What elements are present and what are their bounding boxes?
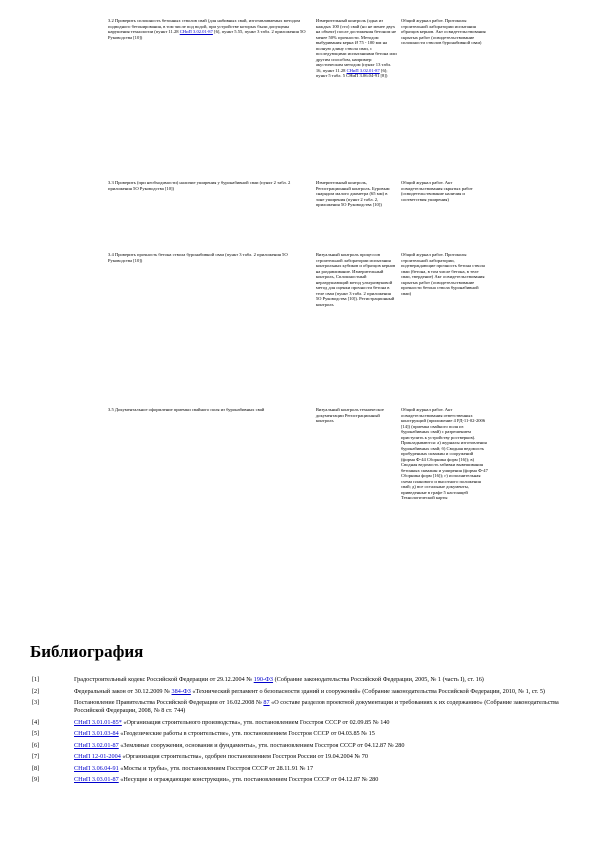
ref-text-tail: «О составе разделов проектной документации и требованиях к их содержанию» (Собрание законодательства Российской Федерации, 2008, № 8 ст. 744) <box>74 699 559 714</box>
list-item <box>32 776 567 784</box>
list-item <box>32 730 567 738</box>
ref-text <box>74 765 567 773</box>
ref-text-tail: «Мосты и трубы», утв. постановлением Госстроя СССР от 28.11.91 № 17 <box>118 764 314 772</box>
bibliography-list <box>32 676 567 788</box>
cell-text: [6], пункт 5.55, пункт 3 табл. 2 приложения 5О Руководства [10]) <box>108 29 306 40</box>
ref-link[interactable]: 87 <box>263 699 270 706</box>
table-cell: Визуальный контроль техническое документации Регистрационный контроль <box>315 407 384 423</box>
list-item <box>32 719 567 727</box>
ref-link[interactable]: 384-ФЗ <box>171 687 191 695</box>
list-item <box>32 765 567 773</box>
ref-text-tail: «Несущие и ограждающие конструкции», утв. постановлением Госстроя СССР от 04.12.87 № 280 <box>118 776 379 783</box>
ref-link[interactable]: 190-ФЗ <box>253 676 274 683</box>
ref-link[interactable]: СНиП 12-01-2004 <box>74 753 121 760</box>
ref-link[interactable]: СНиП 3.03.01-87 <box>74 776 119 783</box>
ref-link[interactable]: СНиП 3.06.04-91 <box>74 764 119 772</box>
table-cell <box>108 18 316 40</box>
cell-text: [6]; пункт 5 табл. 5 СНиП 3.06.04-91 [8]) <box>315 67 388 78</box>
ref-number: [9] <box>32 776 40 783</box>
inspection-table <box>108 18 488 501</box>
bibliography-title: Библиография <box>30 642 144 661</box>
ref-number: [4] <box>32 718 40 726</box>
ref-link[interactable]: СНиП 3.01.01-85* <box>74 718 122 726</box>
ref-link[interactable]: СНиП 3.01.03-84 <box>74 730 119 737</box>
ref-link[interactable]: СНиП 3.02.01-87 <box>74 741 119 749</box>
cell-text: Измерительный контроль (одна из каждых 100 (сто) свай (но не менее двух на объект) после достижения бетоном не менее 50% прочности. Методом выбуривания керна Ø 75 - 100 мм на полную длину ствола сваи, с последующими испытаниями бетона или другим способом, например: акустическим методом (пункт 13 табл. 16, пункт 11.28 <box>315 18 397 73</box>
table-row <box>108 180 488 252</box>
list-item <box>32 753 567 761</box>
table-row <box>108 407 488 501</box>
ref-number: [3] <box>32 699 40 706</box>
table-cell: Общий журнал работ. Акт освидетельствования ответственных конструкций (приложение 4 РД-11-02-2006 [14]) (приемка свайного поля из буронабивных свай) с разрешением приступить к устройству ростверков). Прикладываются: а) журналы изготовления буронабивных свай; б) Сводная ведомость пробуренных скважин и сооружений (форма Ф-44 Сборника форм [16]); в) Сводная ведомость забивки вывешивания бетонных скважин и уширения (форма Ф-47 Сборника форм [16]); г) исполнительная схема планового и высотного положения свай; д) все остальные документы, приведенные в графе 5 настоящей Технологической карты <box>400 407 488 500</box>
ref-number: [1] <box>32 676 40 683</box>
list-item <box>32 742 567 750</box>
table-cell: Общий журнал работ. Акт освидетельствования скрытых работ (освидетельствование наличия и соответствия уширения) <box>400 180 473 202</box>
table-cell: 3.3 Проверить (при необходимости) наличие уширения у буронабивной сваи (пункт 2 табл. 2 приложения 5О Руководства [10]) <box>108 180 291 191</box>
table-cell: 3.4 Проверить прочность бетона ствола буронабивной сваи (пункт 3 табл. 2 приложения 5О Руководства [10]) <box>108 252 288 263</box>
ref-text-tail: «Организация строительного производства», утв. постановлением Госстроя СССР от 02.09.85 № 140 <box>121 718 390 726</box>
list-item <box>32 676 567 684</box>
ref-text <box>74 676 567 684</box>
ref-text-head: Градостроительный кодекс Российской Федерации от 29.12.2004 № <box>74 676 254 683</box>
ref-text <box>74 753 567 761</box>
ref-number: [6] <box>32 741 40 749</box>
ref-text-tail: «Геодезические работы в строительстве», утв. постановлением Госстроя СССР от 04.03.85 № 15 <box>118 730 375 737</box>
ref-text-head: Федеральный закон от 30.12.2009 № <box>74 687 172 695</box>
ref-number: [5] <box>32 730 40 737</box>
ref-text <box>74 688 567 696</box>
list-item <box>32 699 567 715</box>
ref-text <box>74 699 567 715</box>
doc-link[interactable]: СНиП 3.02.01-87 <box>179 29 213 34</box>
ref-text-tail: «Земляные сооружения, основания и фундаменты», утв. постановлением Госстроя СССР от 04.12.87 № 280 <box>118 741 405 749</box>
ref-text <box>74 719 567 727</box>
ref-number: [2] <box>32 687 40 695</box>
table-cell: 3.5 Документальное оформление приемки свайного поля из буронабивных свай <box>108 407 265 412</box>
table-cell: Общий журнал работ. Протоколы строительной лаборатории испытания образцов кернов. Акт освидетельствования скрытых работ (освидетельствование сплошности стволов буронабивной сваи) <box>400 18 486 45</box>
table-cell: Общий журнал работ. Протоколы строительной лаборатории, подтверждающие прочность бетона ствола сваи (бетона, в том числе бетона, в теле сваи, твердение) Акт освидетельствования скрытых работ (освидетельствование прочности бетона ствола буронабивной сваи) <box>400 252 485 296</box>
ref-number: [7] <box>32 753 40 760</box>
ref-text <box>74 776 567 784</box>
cell-text: 3.2 Проверить сплошность бетонных стволов свай (для набивных свай, изготавливаемых методом подводного бетонирования, в том числе под водой, при устройстве которых были допущены нарушения технологии (пункт 11.28 <box>108 18 301 34</box>
table-cell <box>316 18 401 79</box>
table-row <box>108 252 488 407</box>
ref-text-tail: «Организация строительства», одобрен постановлением Госстроя России от 19.04.2004 № 70 <box>120 753 368 760</box>
ref-text-tail: (Собрание законодательства Российской Федерации, 2005, № 1 (часть I), ст. 16) <box>273 676 484 683</box>
list-item <box>32 688 567 696</box>
ref-text <box>74 742 567 750</box>
ref-text-tail: «Технический регламент о безопасности зданий и сооружений» (Собрание законодательства Российской Федерации, 2010, № 1, ст. 5) <box>190 687 545 695</box>
ref-number: [8] <box>32 764 40 772</box>
table-cell: Визуальный контроль процессов строительной лаборатории испытания контрольных кубиков и образцов кернов на раздавливание. Измерительный контроль, Сплошностный неразрушающий метод ультразвуковой метод для оценки прочности бетона в теле сваи (пункт 3 табл. 2 приложения 5О Руководства [10]). Регистрационный контроль <box>315 252 396 307</box>
ref-text <box>74 730 567 738</box>
doc-link[interactable]: СНиП 3.02.01-87 <box>346 67 380 73</box>
ref-text-head: Постановление Правительства Российской Федерации от 16.02.2008 № <box>74 699 264 706</box>
table-cell: Измерительный контроль, Регистрационный контроль. Буровым снарядом малого диаметра (65 мм) в зоне уширения (пункт 2 табл. 2, приложения 5О Руководства [10]) <box>315 180 390 207</box>
table-row <box>108 18 488 180</box>
